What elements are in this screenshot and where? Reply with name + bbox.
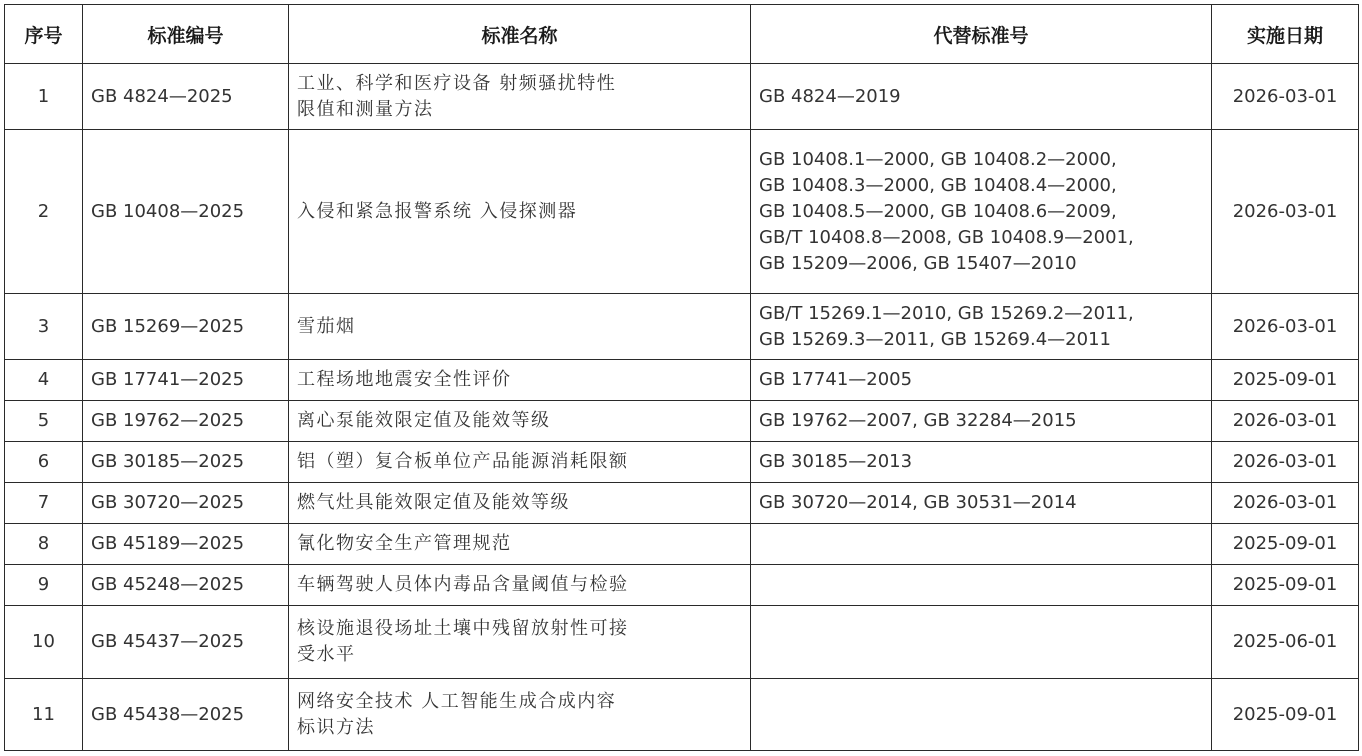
code-cell: GB 45248—2025 — [83, 565, 289, 606]
table-row — [5, 401, 1359, 442]
name-line: 氰化物安全生产管理规范 — [297, 533, 512, 554]
seq-cell: 2 — [5, 130, 83, 294]
table-row — [5, 524, 1359, 565]
date-cell: 2025-09-01 — [1212, 360, 1359, 401]
header-seq: 序号 — [5, 5, 83, 64]
code-cell: GB 45189—2025 — [83, 524, 289, 565]
date-cell: 2025-09-01 — [1212, 679, 1359, 751]
name-line: 工业、科学和医疗设备 射频骚扰特性 — [297, 72, 617, 94]
table-row — [5, 360, 1359, 401]
name-cell — [289, 401, 751, 442]
replaces-line: GB/T 10408.8—2008, GB 10408.9—2001, — [759, 226, 1134, 248]
header-date: 实施日期 — [1212, 5, 1359, 64]
replaces-line: GB 15209—2006, GB 15407—2010 — [759, 252, 1077, 274]
replaces-line: GB 4824—2019 — [759, 85, 901, 107]
replaces-cell — [751, 294, 1212, 360]
replaces-cell — [751, 483, 1212, 524]
seq-cell: 10 — [5, 606, 83, 679]
name-line: 标识方法 — [297, 716, 375, 738]
name-cell — [289, 483, 751, 524]
name-line: 铝（塑）复合板单位产品能源消耗限额 — [297, 451, 629, 472]
name-line: 限值和测量方法 — [297, 98, 434, 120]
table-row — [5, 565, 1359, 606]
name-cell — [289, 130, 751, 294]
table-row — [5, 130, 1359, 294]
replaces-line: GB 10408.5—2000, GB 10408.6—2009, — [759, 200, 1117, 222]
date-cell: 2025-09-01 — [1212, 524, 1359, 565]
name-line: 核设施退役场址土壤中残留放射性可接 — [297, 618, 629, 639]
code-cell: GB 45438—2025 — [83, 679, 289, 751]
code-cell: GB 19762—2025 — [83, 401, 289, 442]
replaces-cell — [751, 401, 1212, 442]
name-cell — [289, 565, 751, 606]
replaces-line: GB/T 15269.1—2010, GB 15269.2—2011, — [759, 302, 1134, 324]
replaces-line: GB 10408.3—2000, GB 10408.4—2000, — [759, 174, 1117, 196]
standards-table — [4, 4, 1359, 751]
seq-cell: 7 — [5, 483, 83, 524]
table-row — [5, 606, 1359, 679]
name-cell — [289, 679, 751, 751]
seq-cell: 4 — [5, 360, 83, 401]
replaces-line: GB 30720—2014, GB 30531—2014 — [759, 492, 1077, 513]
name-cell — [289, 294, 751, 360]
code-cell: GB 10408—2025 — [83, 130, 289, 294]
replaces-cell — [751, 565, 1212, 606]
replaces-line: GB 17741—2005 — [759, 369, 913, 390]
date-cell: 2026-03-01 — [1212, 442, 1359, 483]
date-cell: 2026-03-01 — [1212, 64, 1359, 130]
name-cell — [289, 360, 751, 401]
replaces-cell — [751, 442, 1212, 483]
date-cell: 2026-03-01 — [1212, 294, 1359, 360]
header-code: 标准编号 — [83, 5, 289, 64]
name-line: 雪茄烟 — [297, 315, 356, 337]
name-line: 网络安全技术 人工智能生成合成内容 — [297, 690, 617, 712]
table-row — [5, 679, 1359, 751]
date-cell: 2025-09-01 — [1212, 565, 1359, 606]
code-cell: GB 15269—2025 — [83, 294, 289, 360]
replaces-line: GB 30185—2013 — [759, 451, 913, 472]
seq-cell: 1 — [5, 64, 83, 130]
name-line: 入侵和紧急报警系统 入侵探测器 — [297, 200, 578, 222]
table-row — [5, 442, 1359, 483]
table-row — [5, 483, 1359, 524]
replaces-line: GB 10408.1—2000, GB 10408.2—2000, — [759, 148, 1117, 170]
replaces-cell — [751, 64, 1212, 130]
date-cell: 2026-03-01 — [1212, 401, 1359, 442]
code-cell: GB 45437—2025 — [83, 606, 289, 679]
seq-cell: 3 — [5, 294, 83, 360]
name-line: 受水平 — [297, 644, 356, 665]
seq-cell: 5 — [5, 401, 83, 442]
code-cell: GB 30185—2025 — [83, 442, 289, 483]
replaces-line: GB 19762—2007, GB 32284—2015 — [759, 410, 1077, 431]
table-row — [5, 294, 1359, 360]
name-cell — [289, 524, 751, 565]
date-cell: 2026-03-01 — [1212, 483, 1359, 524]
code-cell: GB 30720—2025 — [83, 483, 289, 524]
name-cell — [289, 442, 751, 483]
date-cell: 2025-06-01 — [1212, 606, 1359, 679]
name-cell — [289, 64, 751, 130]
header-replaces: 代替标准号 — [751, 5, 1212, 64]
replaces-cell — [751, 524, 1212, 565]
seq-cell: 11 — [5, 679, 83, 751]
table-row — [5, 64, 1359, 130]
name-line: 离心泵能效限定值及能效等级 — [297, 410, 551, 431]
name-line: 燃气灶具能效限定值及能效等级 — [297, 492, 570, 513]
seq-cell: 9 — [5, 565, 83, 606]
replaces-cell — [751, 606, 1212, 679]
seq-cell: 6 — [5, 442, 83, 483]
header-row — [5, 5, 1359, 64]
seq-cell: 8 — [5, 524, 83, 565]
replaces-cell — [751, 360, 1212, 401]
replaces-cell — [751, 130, 1212, 294]
name-cell — [289, 606, 751, 679]
name-line: 车辆驾驶人员体内毒品含量阈值与检验 — [297, 574, 629, 595]
header-name: 标准名称 — [289, 5, 751, 64]
name-line: 工程场地地震安全性评价 — [297, 369, 512, 390]
replaces-line: GB 15269.3—2011, GB 15269.4—2011 — [759, 328, 1111, 350]
code-cell: GB 17741—2025 — [83, 360, 289, 401]
replaces-cell — [751, 679, 1212, 751]
date-cell: 2026-03-01 — [1212, 130, 1359, 294]
code-cell: GB 4824—2025 — [83, 64, 289, 130]
